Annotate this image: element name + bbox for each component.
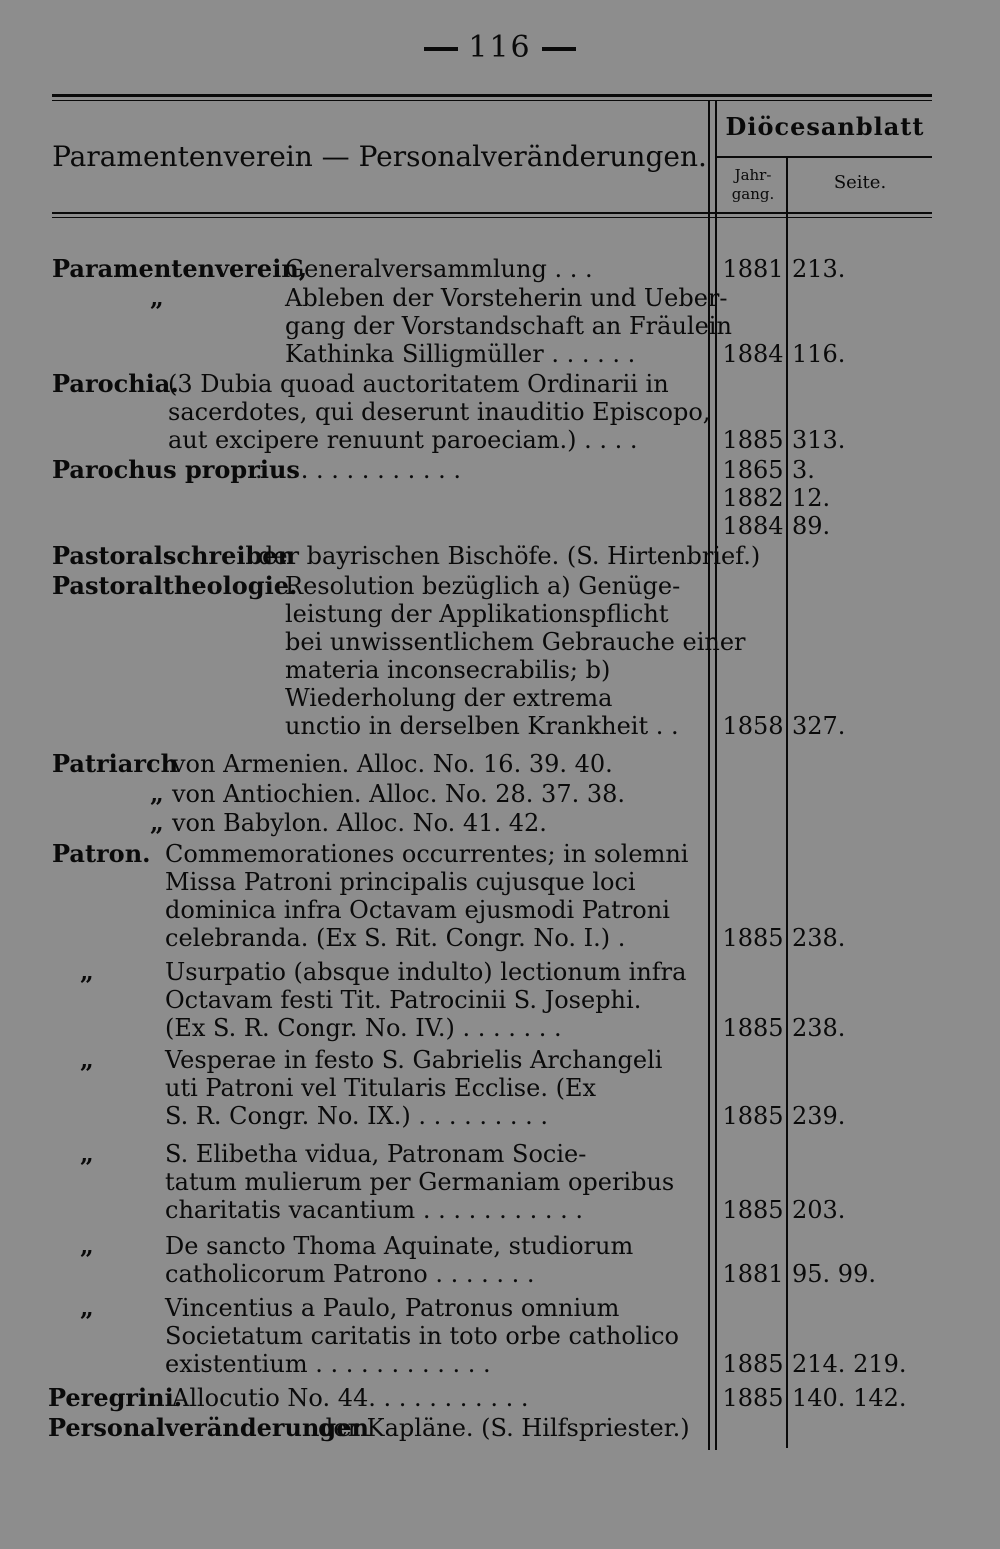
entry-lemma: „ (80, 957, 94, 986)
entry-year: 1884 (722, 340, 784, 368)
entry-text-line: sacerdotes, qui deserunt inauditio Episcopo, (168, 398, 711, 426)
entry-year: 1885 (722, 1384, 784, 1412)
header-top-rule (52, 94, 932, 97)
entry-year: 1885 (722, 1014, 784, 1042)
entry-text-line: von Armenien. Alloc. No. 16. 39. 40. (172, 750, 613, 778)
entry-lemma: „ (80, 1139, 94, 1168)
dash-right (542, 47, 576, 51)
entry-text-line: dominica infra Octavam ejusmodi Patroni (165, 896, 670, 924)
entry-page: 12. (792, 484, 831, 512)
entry-text-line: Octavam festi Tit. Patrocinii S. Josephi. (165, 986, 642, 1014)
entry-text-line: der bayrischen Bischöfe. (S. Hirtenbrief.) (258, 542, 761, 570)
entry-page: 95. 99. (792, 1260, 876, 1288)
entry-lemma: Patriarch (52, 749, 179, 778)
entry-text-line: Societatum caritatis in toto orbe catholico (165, 1322, 680, 1350)
entry-text-line: celebranda. (Ex S. Rit. Congr. No. I.) . (165, 924, 626, 952)
entry-text-line: von Babylon. Alloc. No. 41. 42. (172, 809, 547, 837)
entry-year: 1885 (722, 1196, 784, 1224)
entry-lemma: Pastoralschreiben (52, 541, 295, 570)
entry-page: 203. (792, 1196, 846, 1224)
entry-lemma: „ (150, 283, 164, 312)
entry-text-line: bei unwissentlichem Gebrauche einer (285, 628, 746, 656)
entry-text-line: charitatis vacantium . . . . . . . . . . . (165, 1196, 584, 1224)
entry-text-line: Vesperae in festo S. Gabrielis Archangeli (165, 1046, 663, 1074)
entry-lemma: Peregrini. (48, 1383, 183, 1412)
entry-year: 1881 (722, 1260, 784, 1288)
entry-text-line: catholicorum Patrono . . . . . . . (165, 1260, 535, 1288)
entry-year: 1885 (722, 426, 784, 454)
entry-page: 239. (792, 1102, 846, 1130)
entry-lemma: Pastoraltheologie. (52, 571, 298, 600)
entry-page: 3. (792, 456, 815, 484)
entry-text-line: Vincentius a Paulo, Patronus omnium (165, 1294, 620, 1322)
seite-header: Seite. (833, 172, 887, 193)
entry-text-line: Wiederholung der extrema (285, 684, 613, 712)
entry-page: 238. (792, 924, 846, 952)
entry-lemma: „ (80, 1045, 94, 1074)
entry-page: 214. 219. (792, 1350, 907, 1378)
page-title: Paramentenverein — Personalveränderungen. (52, 140, 707, 173)
jahrgang-header: Jahr-gang. (731, 166, 775, 203)
entry-page: 213. (792, 255, 846, 283)
entry-text-line: (3 Dubia quoad auctoritatem Ordinarii in (168, 370, 669, 398)
entry-year: 1881 (722, 255, 784, 283)
entry-year: 1885 (722, 1350, 784, 1378)
entry-text-line: De sancto Thoma Aquinate, studiorum (165, 1232, 634, 1260)
entry-text-line: Generalversammlung . . . (285, 255, 593, 283)
entry-text-line: Allocutio No. 44. . . . . . . . . . . (172, 1384, 529, 1412)
entry-page: 238. (792, 1014, 846, 1042)
entry-lemma: Paramentenverein, (52, 254, 308, 283)
entry-text-line: S. Elibetha vidua, Patronam Socie- (165, 1140, 587, 1168)
entry-text-line: tatum mulierum per Germaniam operibus (165, 1168, 675, 1196)
entry-text-line: existentium . . . . . . . . . . . . (165, 1350, 491, 1378)
entry-text-line: (Ex S. R. Congr. No. IV.) . . . . . . . (165, 1014, 562, 1042)
page-number-text: 116 (468, 30, 532, 65)
header-bottom-rule-2 (52, 217, 932, 218)
dioezesan-divider (716, 156, 932, 158)
entry-text-line: uti Patroni vel Titularis Ecclise. (Ex (165, 1074, 596, 1102)
entry-year: 1882 (722, 484, 784, 512)
dash-left (424, 47, 458, 51)
header-top-rule-2 (52, 100, 932, 101)
entry-text-line: S. R. Congr. No. IX.) . . . . . . . . . (165, 1102, 549, 1130)
entry-lemma: Parochus proprius (52, 455, 300, 484)
entry-lemma: „ (150, 808, 164, 837)
header-bottom-rule (52, 212, 932, 214)
page-number (0, 30, 1000, 65)
entry-text-line: . . . . . . . . . . . . . . (255, 456, 461, 484)
entry-lemma: „ (150, 779, 164, 808)
entry-page: 327. (792, 712, 846, 740)
entry-text-line: von Antiochien. Alloc. No. 28. 37. 38. (172, 780, 626, 808)
entry-text-line: materia inconsecrabilis; b) (285, 656, 611, 684)
entry-text-line: Resolution bezüglich a) Genüge- (285, 572, 681, 600)
entry-lemma: „ (80, 1293, 94, 1322)
entry-year: 1884 (722, 512, 784, 540)
entry-page: 89. (792, 512, 831, 540)
dioezesanblatt-header: Diöcesanblatt (725, 112, 925, 141)
entry-text-line: Kathinka Silligmüller . . . . . . (285, 340, 636, 368)
entry-text-line: Missa Patroni principalis cujusque loci (165, 868, 636, 896)
entry-page: 313. (792, 426, 846, 454)
entry-page: 140. 142. (792, 1384, 907, 1412)
entry-text-line: unctio in derselben Krankheit . . (285, 712, 679, 740)
entry-text-line: der Kapläne. (S. Hilfspriester.) (318, 1414, 690, 1442)
entry-page: 116. (792, 340, 846, 368)
entry-text-line: Usurpatio (absque indulto) lectionum infra (165, 958, 687, 986)
entry-text-line: Ableben der Vorsteherin und Ueber- (285, 284, 728, 312)
entry-year: 1885 (722, 1102, 784, 1130)
entry-lemma: Personalveränderungen (48, 1413, 369, 1442)
column-rule-middle (786, 158, 788, 1448)
entry-lemma: „ (80, 1231, 94, 1260)
entry-year: 1858 (722, 712, 784, 740)
entry-text-line: Commemorationes occurrentes; in solemni (165, 840, 689, 868)
entry-year: 1865 (722, 456, 784, 484)
entry-text-line: aut excipere renuunt paroeciam.) . . . . (168, 426, 638, 454)
entry-year: 1885 (722, 924, 784, 952)
entry-text-line: gang der Vorstandschaft an Fräulein (285, 312, 732, 340)
entry-text-line: leistung der Applikationspflicht (285, 600, 669, 628)
entry-lemma: Patron. (52, 839, 151, 868)
entry-lemma: Parochia. (52, 369, 179, 398)
